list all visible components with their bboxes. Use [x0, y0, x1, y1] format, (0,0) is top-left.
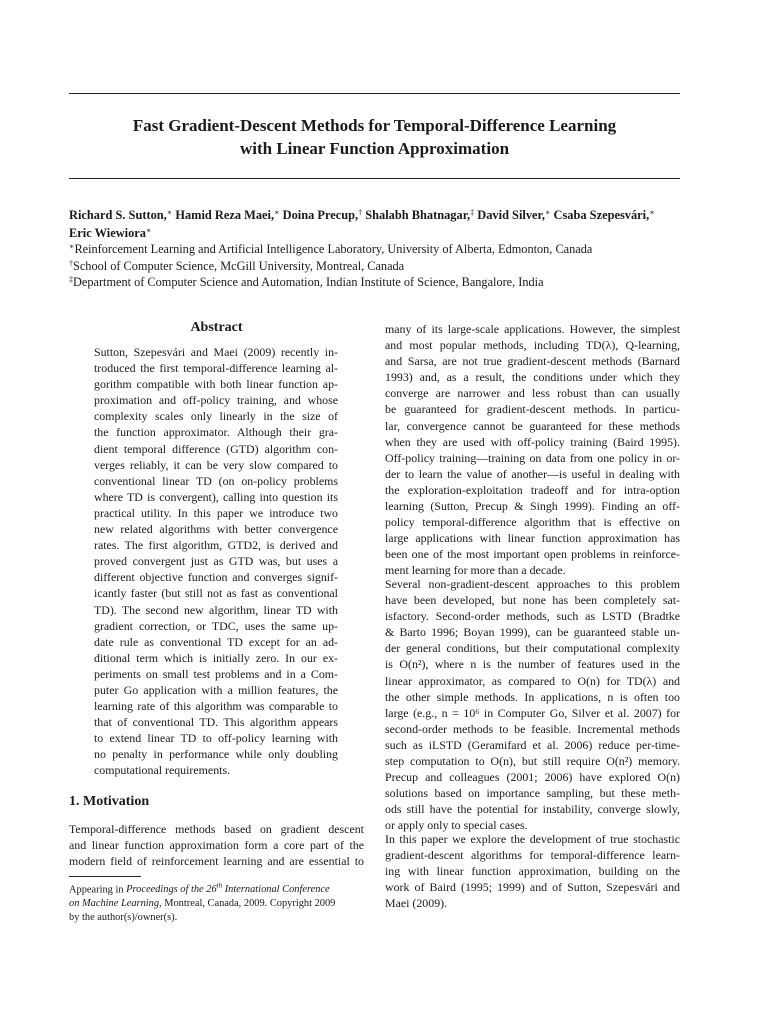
- text-line: been one of the most important open problems in reinforce-: [385, 547, 680, 562]
- affiliation-text: Department of Computer Science and Automation, Indian Institute of Science, Bangalore, India: [73, 275, 544, 289]
- text-line: gradient-descent algorithms for temporal-difference learn-: [385, 848, 680, 863]
- footnote-venue-cont: on Machine Learning: [69, 898, 160, 910]
- affiliation-mark: ∗: [69, 242, 75, 251]
- text-line: and most popular methods, including TD(λ), Q-learning,: [385, 338, 680, 353]
- text-line: have been developed, but none has been completely sat-: [385, 593, 680, 608]
- text-line: gorithm compatible with both linear function ap-: [94, 377, 338, 392]
- author-name: Hamid Reza Maei,: [175, 208, 275, 222]
- text-line: the function approximator. Although their gra-: [94, 425, 338, 440]
- text-line: second-order methods to be feasible. Incremental methods: [385, 721, 680, 736]
- author-name: Csaba Szepesvári,: [553, 208, 650, 222]
- text-line: date rule as conventional TD except for an ad-: [94, 634, 338, 649]
- text-line: Several non-gradient-descent approaches to this problem: [385, 577, 680, 591]
- author-list: [69, 205, 684, 241]
- text-line: dient temporal difference (GTD) algorithm con-: [94, 441, 338, 456]
- text-line: lar, convergence cannot be guaranteed for these methods: [385, 418, 680, 433]
- text-line: different objective function and converges signif-: [94, 570, 338, 585]
- text-line: der general conditions, but their computational complexity: [385, 641, 680, 656]
- author-name: David Silver,: [477, 208, 545, 222]
- section-heading-motivation: 1. Motivation: [69, 794, 150, 809]
- text-line: many of its large-scale applications. However, the simplest: [385, 322, 680, 336]
- author-name: Richard S. Sutton,: [69, 208, 167, 222]
- text-line: proved convergent just as GTD was, but uses a: [94, 554, 338, 569]
- text-line: complexity scales only linearly in the size of: [94, 409, 338, 424]
- text-line: ment learning for more than a decade.: [385, 563, 566, 578]
- footnote-rule: [69, 876, 141, 877]
- text-line: and linear function approximation form a core part of the: [69, 838, 364, 853]
- affiliation-text: School of Computer Science, McGill University, Montreal, Canada: [73, 259, 405, 273]
- author-line-1: [69, 205, 684, 223]
- paper-title-line-1: Fast Gradient-Descent Methods for Temporal-Difference Learning: [132, 116, 617, 135]
- text-line: is O(n²), where n is the number of features used in the: [385, 657, 680, 672]
- text-line: no penalty in performance while only doubling: [94, 747, 338, 762]
- text-line: to extend linear TD to off-policy learning with: [94, 731, 338, 746]
- title-rule-bottom: [69, 178, 680, 179]
- text-line: puter Go application with a million features, the: [94, 682, 338, 697]
- text-line: learning (Sutton, Precup & Singh 1999). Finding an off-: [385, 499, 680, 514]
- author-affiliation-mark: ∗: [649, 208, 655, 217]
- text-line: computational requirements.: [94, 763, 231, 778]
- footnote-venue: Proceedings of the 26th International Conference: [126, 882, 330, 896]
- text-line: ditional term which is initially zero. In our ex-: [94, 650, 338, 665]
- text-line: Temporal-difference methods based on gradient descent: [69, 822, 364, 836]
- abstract-heading: Abstract: [190, 320, 243, 335]
- text-line: large applications with linear function approximation has: [385, 531, 680, 546]
- text-line: solutions based on importance sampling, but these meth-: [385, 786, 680, 801]
- text-line: rates. The first algorithm, GTD2, is derived and: [94, 538, 338, 553]
- text-line: verges reliably, it can be very slow compared to: [94, 457, 338, 472]
- text-line: policy temporal-difference algorithm that is effective on: [385, 515, 680, 530]
- text-line: when they are used with off-policy training (Baird 1995).: [385, 434, 680, 449]
- motivation-paragraph: [69, 821, 364, 869]
- author-affiliation-mark: †: [358, 208, 363, 217]
- text-line: where TD is convergent), calling into question its: [94, 489, 338, 504]
- paper-title-line-2: with Linear Function Approximation: [239, 139, 510, 158]
- text-line: the exploration-exploitation tradeoff and for intra-option: [385, 482, 680, 497]
- text-line: troduced the first temporal-difference learning al-: [94, 361, 338, 376]
- text-line: 1993) and, as a result, the conditions under which they: [385, 370, 680, 385]
- text-line: new related algorithms with better convergence: [94, 522, 338, 537]
- footnote-line: by the author(s)/owner(s).: [69, 911, 178, 923]
- author-affiliation-mark: ∗: [274, 208, 280, 217]
- affiliation-mark: †: [69, 259, 73, 268]
- body-paragraph-3: [385, 831, 680, 911]
- text-line: be guaranteed for gradient-descent methods. In particu-: [385, 402, 680, 417]
- author-affiliation-mark: ‡: [470, 208, 475, 217]
- text-line: ing with linear function approximation, building on the: [385, 864, 680, 879]
- footnote-line: on Machine Learning, Montreal, Canada, 2009. Copyright 2009: [69, 898, 336, 910]
- affiliation-text: Reinforcement Learning and Artificial Intelligence Laboratory, University of Alberta, Edmonton, Canada: [74, 242, 593, 256]
- footnote: [69, 880, 367, 924]
- author-affiliation-mark: ∗: [544, 208, 551, 217]
- text-line: such as iLSTD (Geramifard et al. 2006) reduce per-time-: [385, 737, 680, 752]
- affiliation-alberta: [69, 239, 592, 257]
- title-rule-top: [69, 93, 680, 94]
- abstract-body: [94, 344, 338, 779]
- text-line: conventional linear TD (on on-policy problems: [94, 473, 338, 488]
- body-paragraph-1: [385, 321, 680, 579]
- text-line: Maei (2009).: [385, 896, 448, 911]
- text-line: isfactory. Second-order methods, such as LSTD (Bradtke: [385, 609, 680, 624]
- author-name: Shalabh Bhatnagar,: [365, 208, 471, 222]
- text-line: that of conventional TD. This algorithm appears: [94, 715, 338, 730]
- affiliation-mark: ‡: [69, 275, 73, 284]
- text-line: In this paper we explore the development of true stochastic: [385, 832, 680, 846]
- text-line: ods still have the potential for instability, converge slowly,: [385, 802, 680, 817]
- text-line: learning rate of this algorithm was comparable to: [94, 699, 338, 714]
- text-line: Precup and colleagues (2001; 2006) have explored O(n): [385, 770, 680, 785]
- body-paragraph-2: [385, 576, 680, 834]
- author-name: Eric Wiewiora: [69, 226, 146, 240]
- text-line: step computation to O(n), but still require O(n²) memory.: [385, 754, 680, 769]
- text-line: modern field of reinforcement learning and are essential to: [69, 854, 364, 869]
- text-line: Sutton, Szepesvári and Maei (2009) recently in-: [94, 345, 338, 359]
- text-line: icantly faster (but still not as fast as conventional: [94, 586, 338, 601]
- paper-title: [69, 114, 680, 160]
- text-line: the other simple methods. In applications, n is often too: [385, 689, 680, 704]
- footnote-line: Appearing in Proceedings of the 26th International Conference: [69, 882, 330, 896]
- text-line: periments on small test problems and in a Com-: [94, 666, 338, 681]
- author-affiliation-mark: ∗: [145, 226, 152, 235]
- text-line: proximation and off-policy training, and whose: [94, 393, 338, 408]
- author-name: Doina Precup,: [282, 208, 359, 222]
- text-line: and Sarsa, are not true gradient-descent methods (Barnard: [385, 354, 680, 369]
- text-line: TD). The second new algorithm, linear TD with: [94, 602, 338, 617]
- text-line: practical utility. In this paper we introduce two: [94, 505, 338, 520]
- text-line: gradient correction, or TDC, uses the same up-: [94, 618, 338, 633]
- text-line: der to learn the value of another—is useful in dealing with: [385, 466, 680, 481]
- text-line: or apply only to special cases.: [385, 818, 528, 833]
- author-affiliation-mark: ∗: [166, 208, 173, 217]
- text-line: & Barto 1996; Boyan 1999), can be guaranteed stable un-: [385, 625, 680, 640]
- text-line: work of Baird (1995; 1999) and of Sutton, Szepesvári and: [385, 880, 680, 895]
- text-line: linear approximator, as compared to O(n) for TD(λ) and: [385, 673, 680, 688]
- text-line: converge are narrower and less robust than can usually: [385, 386, 680, 401]
- text-line: large (e.g., n = 10⁶ in Computer Go, Silver et al. 2007) for: [385, 705, 680, 720]
- text-line: Off-policy training—training on data from one policy in or-: [385, 450, 680, 465]
- affiliation-iisc: [69, 272, 544, 290]
